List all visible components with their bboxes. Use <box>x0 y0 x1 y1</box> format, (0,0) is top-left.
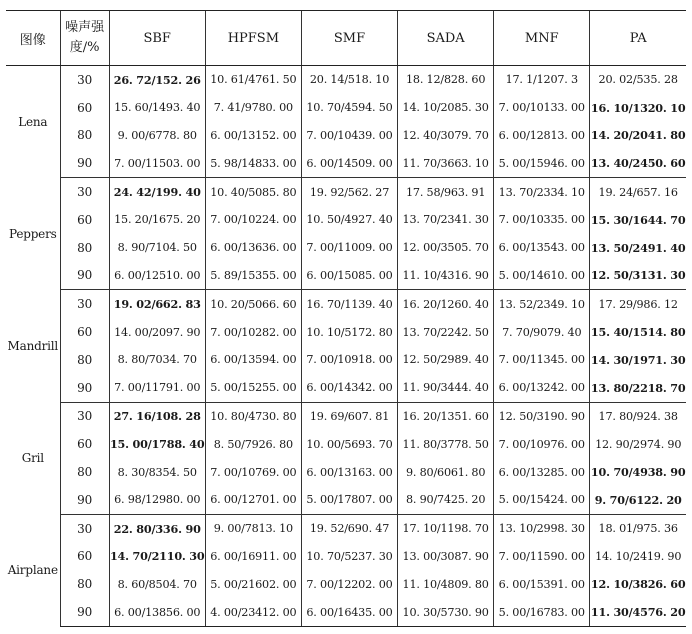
result-cell: 13. 80/2218. 70 <box>590 374 686 402</box>
result-cell: 20. 02/535. 28 <box>590 66 686 94</box>
result-cell: 8. 60/8504. 70 <box>109 570 205 598</box>
result-cell: 6. 00/12701. 00 <box>205 486 301 514</box>
result-cell: 6. 00/13636. 00 <box>205 234 301 262</box>
result-cell: 6. 00/16911. 00 <box>205 543 301 571</box>
result-cell: 13. 70/2242. 50 <box>398 318 494 346</box>
result-cell: 7. 00/11503. 00 <box>109 149 205 177</box>
result-cell: 6. 00/13543. 00 <box>494 234 590 262</box>
noise-level-cell: 30 <box>60 178 109 206</box>
result-cell: 12. 50/3131. 30 <box>590 262 686 290</box>
result-cell: 14. 10/2419. 90 <box>590 543 686 571</box>
noise-level-cell: 90 <box>60 598 109 626</box>
result-cell: 10. 50/4927. 40 <box>301 206 397 234</box>
result-cell: 15. 60/1493. 40 <box>109 94 205 122</box>
result-cell: 15. 20/1675. 20 <box>109 206 205 234</box>
noise-level-cell: 80 <box>60 234 109 262</box>
result-cell: 7. 00/12202. 00 <box>301 570 397 598</box>
noise-level-cell: 90 <box>60 486 109 514</box>
table-row <box>6 66 686 94</box>
result-cell: 13. 52/2349. 10 <box>494 290 590 318</box>
result-cell: 18. 01/975. 36 <box>590 514 686 542</box>
result-cell: 7. 00/10224. 00 <box>205 206 301 234</box>
table-body <box>6 66 686 627</box>
result-cell: 10. 10/5172. 80 <box>301 318 397 346</box>
header-row <box>6 11 686 66</box>
result-cell: 13. 70/2341. 30 <box>398 206 494 234</box>
table-row <box>6 122 686 150</box>
header-image: 图像 <box>6 11 60 66</box>
noise-level-cell: 60 <box>60 543 109 571</box>
result-cell: 15. 40/1514. 80 <box>590 318 686 346</box>
result-cell: 19. 52/690. 47 <box>301 514 397 542</box>
result-cell: 7. 00/10918. 00 <box>301 346 397 374</box>
image-name-cell: Gril <box>21 451 44 466</box>
table-row <box>6 178 686 206</box>
result-cell: 9. 00/7813. 10 <box>205 514 301 542</box>
result-cell: 6. 00/13242. 00 <box>494 374 590 402</box>
image-name-cell: Peppers <box>8 226 57 241</box>
result-cell: 5. 00/17807. 00 <box>301 486 397 514</box>
result-cell: 7. 00/10439. 00 <box>301 122 397 150</box>
table-row <box>6 206 686 234</box>
noise-level-cell: 90 <box>60 374 109 402</box>
result-cell: 10. 70/5237. 30 <box>301 543 397 571</box>
result-cell: 11. 10/4316. 90 <box>398 262 494 290</box>
result-cell: 7. 00/11345. 00 <box>494 346 590 374</box>
table-row <box>6 543 686 571</box>
result-cell: 5. 00/16783. 00 <box>494 598 590 626</box>
noise-level-cell: 80 <box>60 458 109 486</box>
result-cell: 7. 41/9780. 00 <box>205 94 301 122</box>
result-cell: 6. 00/13163. 00 <box>301 458 397 486</box>
result-cell: 7. 00/10133. 00 <box>494 94 590 122</box>
result-cell: 17. 1/1207. 3 <box>494 66 590 94</box>
table-row <box>6 234 686 262</box>
result-cell: 6. 00/14342. 00 <box>301 374 397 402</box>
result-cell: 4. 00/23412. 00 <box>205 598 301 626</box>
result-cell: 12. 40/3079. 70 <box>398 122 494 150</box>
result-cell: 10. 70/4594. 50 <box>301 94 397 122</box>
table-row <box>6 374 686 402</box>
noise-level-cell: 80 <box>60 570 109 598</box>
table-row <box>6 318 686 346</box>
result-cell: 8. 80/7034. 70 <box>109 346 205 374</box>
result-cell: 10. 40/5085. 80 <box>205 178 301 206</box>
result-cell: 10. 00/5693. 70 <box>301 430 397 458</box>
header-method-hpfsm: HPFSM <box>205 11 301 66</box>
result-cell: 7. 00/11009. 00 <box>301 234 397 262</box>
table-row <box>6 94 686 122</box>
noise-level-cell: 60 <box>60 318 109 346</box>
result-cell: 19. 92/562. 27 <box>301 178 397 206</box>
result-cell: 7. 00/11791. 00 <box>109 374 205 402</box>
result-cell: 16. 20/1351. 60 <box>398 402 494 430</box>
result-cell: 8. 30/8354. 50 <box>109 458 205 486</box>
result-cell: 12. 50/2989. 40 <box>398 346 494 374</box>
result-cell: 13. 10/2998. 30 <box>494 514 590 542</box>
noise-level-cell: 90 <box>60 262 109 290</box>
table-row <box>6 570 686 598</box>
result-cell: 14. 10/2085. 30 <box>398 94 494 122</box>
result-cell: 6. 98/12980. 00 <box>109 486 205 514</box>
result-cell: 9. 00/6778. 80 <box>109 122 205 150</box>
result-cell: 5. 00/15255. 00 <box>205 374 301 402</box>
result-cell: 13. 70/2334. 10 <box>494 178 590 206</box>
result-cell: 13. 50/2491. 40 <box>590 234 686 262</box>
result-cell: 24. 42/199. 40 <box>109 178 205 206</box>
header-method-smf: SMF <box>301 11 397 66</box>
result-cell: 5. 00/14610. 00 <box>494 262 590 290</box>
result-cell: 8. 90/7425. 20 <box>398 486 494 514</box>
result-cell: 11. 80/3778. 50 <box>398 430 494 458</box>
result-cell: 7. 00/11590. 00 <box>494 543 590 571</box>
table-row <box>6 430 686 458</box>
table-row <box>6 402 686 430</box>
table-row <box>6 346 686 374</box>
result-cell: 6. 00/13856. 00 <box>109 598 205 626</box>
result-cell: 17. 80/924. 38 <box>590 402 686 430</box>
result-cell: 6. 00/16435. 00 <box>301 598 397 626</box>
result-cell: 11. 70/3663. 10 <box>398 149 494 177</box>
header-method-mnf: MNF <box>494 11 590 66</box>
result-cell: 7. 00/10282. 00 <box>205 318 301 346</box>
result-cell: 6. 00/13285. 00 <box>494 458 590 486</box>
result-cell: 7. 00/10769. 00 <box>205 458 301 486</box>
result-cell: 18. 12/828. 60 <box>398 66 494 94</box>
image-name-cell: Airplane <box>7 563 58 578</box>
result-cell: 6. 00/13594. 00 <box>205 346 301 374</box>
noise-level-cell: 30 <box>60 66 109 94</box>
result-cell: 10. 80/4730. 80 <box>205 402 301 430</box>
image-name-cell: Lena <box>18 114 48 129</box>
table-row <box>6 486 686 514</box>
result-cell: 11. 30/4576. 20 <box>590 598 686 626</box>
table-row <box>6 514 686 542</box>
result-cell: 12. 90/2974. 90 <box>590 430 686 458</box>
result-cell: 17. 58/963. 91 <box>398 178 494 206</box>
result-cell: 6. 00/12813. 00 <box>494 122 590 150</box>
result-cell: 9. 80/6061. 80 <box>398 458 494 486</box>
result-cell: 14. 00/2097. 90 <box>109 318 205 346</box>
result-cell: 19. 69/607. 81 <box>301 402 397 430</box>
result-cell: 6. 00/15391. 00 <box>494 570 590 598</box>
noise-level-cell: 90 <box>60 149 109 177</box>
result-cell: 15. 00/1788. 40 <box>109 430 205 458</box>
result-cell: 13. 40/2450. 60 <box>590 149 686 177</box>
result-cell: 16. 70/1139. 40 <box>301 290 397 318</box>
noise-level-cell: 80 <box>60 122 109 150</box>
table-row <box>6 149 686 177</box>
result-cell: 13. 00/3087. 90 <box>398 543 494 571</box>
noise-level-cell: 30 <box>60 514 109 542</box>
result-cell: 11. 10/4809. 80 <box>398 570 494 598</box>
header-noise-line2: 度/% <box>69 40 100 55</box>
result-cell: 20. 14/518. 10 <box>301 66 397 94</box>
result-cell: 14. 30/1971. 30 <box>590 346 686 374</box>
result-cell: 15. 30/1644. 70 <box>590 206 686 234</box>
result-cell: 5. 89/15355. 00 <box>205 262 301 290</box>
result-cell: 7. 00/10335. 00 <box>494 206 590 234</box>
table-row <box>6 458 686 486</box>
result-cell: 12. 10/3826. 60 <box>590 570 686 598</box>
result-cell: 6. 00/15085. 00 <box>301 262 397 290</box>
noise-level-cell: 80 <box>60 346 109 374</box>
noise-level-cell: 60 <box>60 206 109 234</box>
noise-level-cell: 30 <box>60 290 109 318</box>
table-row <box>6 598 686 626</box>
result-cell: 9. 70/6122. 20 <box>590 486 686 514</box>
result-cell: 10. 70/4938. 90 <box>590 458 686 486</box>
result-cell: 14. 70/2110. 30 <box>109 543 205 571</box>
result-cell: 5. 00/15946. 00 <box>494 149 590 177</box>
result-cell: 7. 70/9079. 40 <box>494 318 590 346</box>
result-cell: 16. 10/1320. 10 <box>590 94 686 122</box>
result-cell: 17. 10/1198. 70 <box>398 514 494 542</box>
table-row <box>6 290 686 318</box>
result-cell: 6. 00/14509. 00 <box>301 149 397 177</box>
result-cell: 19. 24/657. 16 <box>590 178 686 206</box>
noise-level-cell: 60 <box>60 430 109 458</box>
result-cell: 14. 20/2041. 80 <box>590 122 686 150</box>
noise-level-cell: 60 <box>60 94 109 122</box>
result-cell: 10. 61/4761. 50 <box>205 66 301 94</box>
result-cell: 11. 90/3444. 40 <box>398 374 494 402</box>
header-method-pa: PA <box>590 11 686 66</box>
results-table-container <box>6 10 686 627</box>
result-cell: 17. 29/986. 12 <box>590 290 686 318</box>
result-cell: 22. 80/336. 90 <box>109 514 205 542</box>
denoising-results-table <box>6 10 686 627</box>
noise-level-cell: 30 <box>60 402 109 430</box>
result-cell: 27. 16/108. 28 <box>109 402 205 430</box>
table-row <box>6 262 686 290</box>
header-noise-line1: 噪声强 <box>65 20 105 35</box>
result-cell: 6. 00/13152. 00 <box>205 122 301 150</box>
result-cell: 5. 00/15424. 00 <box>494 486 590 514</box>
header-method-sada: SADA <box>398 11 494 66</box>
result-cell: 12. 50/3190. 90 <box>494 402 590 430</box>
result-cell: 5. 00/21602. 00 <box>205 570 301 598</box>
result-cell: 16. 20/1260. 40 <box>398 290 494 318</box>
image-name-cell: Mandrill <box>7 338 59 353</box>
result-cell: 8. 90/7104. 50 <box>109 234 205 262</box>
header-method-sbf: SBF <box>109 11 205 66</box>
result-cell: 26. 72/152. 26 <box>109 66 205 94</box>
result-cell: 12. 00/3505. 70 <box>398 234 494 262</box>
result-cell: 19. 02/662. 83 <box>109 290 205 318</box>
result-cell: 5. 98/14833. 00 <box>205 149 301 177</box>
result-cell: 10. 30/5730. 90 <box>398 598 494 626</box>
table-header <box>6 11 686 66</box>
header-noise-level <box>60 11 109 66</box>
result-cell: 6. 00/12510. 00 <box>109 262 205 290</box>
result-cell: 10. 20/5066. 60 <box>205 290 301 318</box>
result-cell: 8. 50/7926. 80 <box>205 430 301 458</box>
result-cell: 7. 00/10976. 00 <box>494 430 590 458</box>
